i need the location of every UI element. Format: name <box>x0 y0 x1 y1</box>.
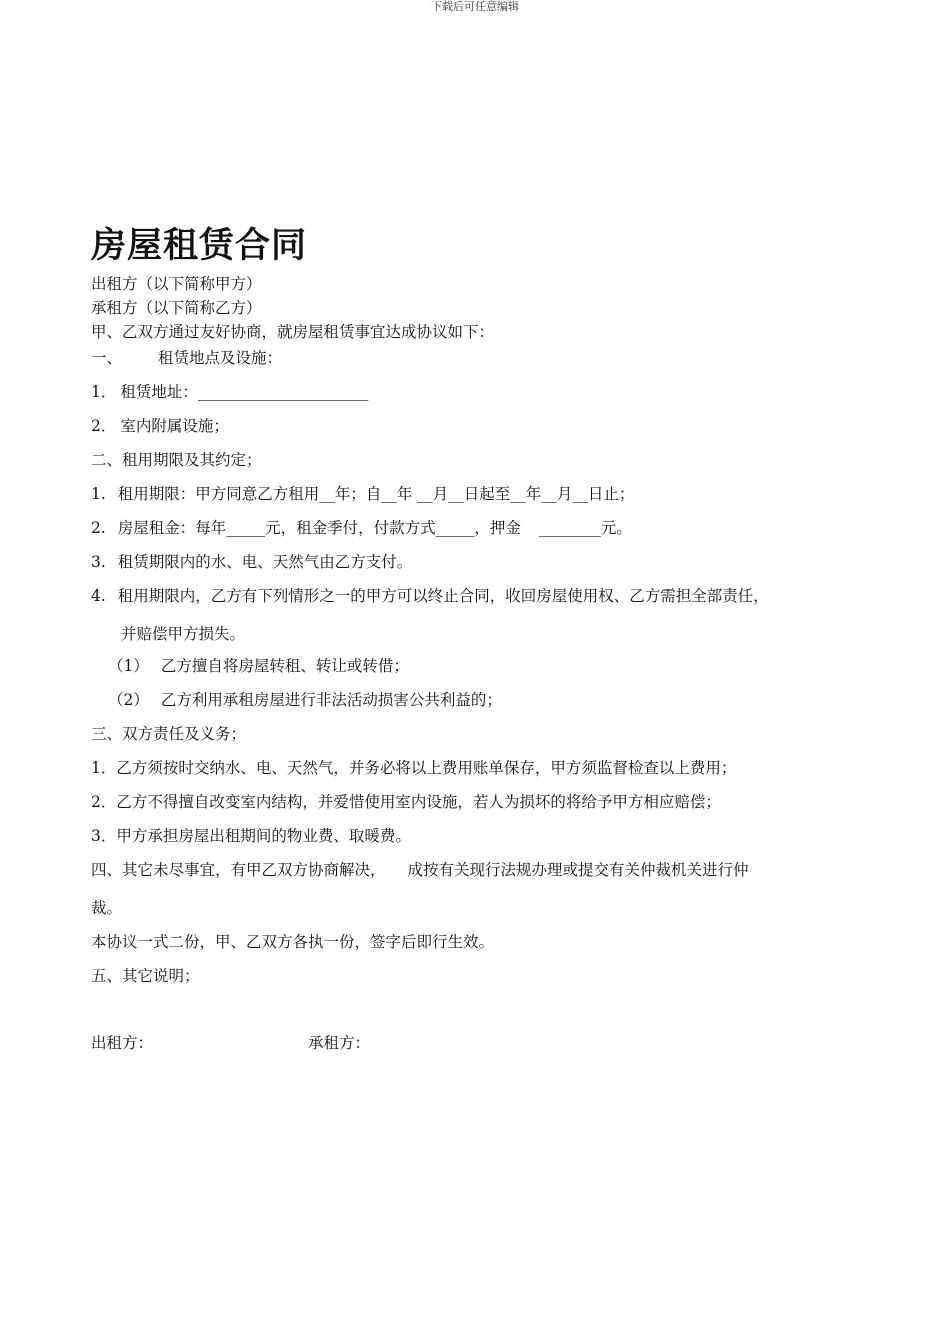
clause-text: 年 <box>525 485 542 503</box>
address-blank: ______________________ <box>197 383 369 401</box>
deposit-blank: ________ <box>538 519 601 537</box>
intro-line: 甲、乙双方通过友好协商，就房屋租赁事宜达成协议如下： <box>91 323 495 341</box>
clause-text: 乙方须按时交纳水、电、天然气，并务必将以上费用账单保存，甲方须监督检查以上费用； <box>116 759 737 777</box>
clause-3-1 <box>91 758 736 778</box>
blank: __ <box>417 485 433 503</box>
clause-2-4-item-2 <box>108 690 502 710</box>
clause-text: 元。 <box>600 519 632 537</box>
blank: __ <box>510 485 526 503</box>
clause-3-3 <box>91 826 411 846</box>
clause-text: 年 <box>396 485 418 503</box>
clause-2-1 <box>91 484 634 504</box>
section-1-number: 一、 <box>91 349 123 367</box>
blank: __ <box>541 485 557 503</box>
clause-text: 乙方不得擅自改变室内结构，并爱惜使用室内设施，若人为损坏的将给予甲方相应赔偿； <box>116 793 721 811</box>
lessee-signature-label: 承租方： <box>308 1034 371 1052</box>
clause-text: 日止； <box>587 485 635 503</box>
blank: __ <box>319 485 335 503</box>
item-text: 乙方利用承租房屋进行非法活动损害公共利益的； <box>160 691 502 709</box>
clause-3-2 <box>91 792 721 812</box>
section-4 <box>91 860 749 880</box>
blank: __ <box>448 485 464 503</box>
clause-text: 年；自 <box>334 485 382 503</box>
clause-1-1 <box>91 382 368 402</box>
clause-number: 1． <box>91 759 117 777</box>
clause-number: 3. <box>91 553 106 571</box>
clause-label: 租赁地址： <box>120 383 198 401</box>
clause-text: 元，租金季付，付款方式 <box>265 519 436 537</box>
clause-2-4-item-1 <box>108 656 409 676</box>
clause-number: 2． <box>91 793 117 811</box>
lessee-line: 承租方（以下简称乙方） <box>91 299 262 317</box>
section-1-title: 租赁地点及设施： <box>158 349 283 367</box>
clause-text: 租用期限内，乙方有下列情形之一的甲方可以终止合同，收回房屋使用权、乙方需担全部责任， <box>117 587 769 605</box>
payment-method-blank: _____ <box>435 519 475 537</box>
clause-text: ，押金 <box>474 519 521 537</box>
clause-2-4 <box>91 586 769 606</box>
clause-text: 租用期限：甲方同意乙方租用 <box>117 485 320 503</box>
lessor-line: 出租方（以下简称甲方） <box>91 275 262 293</box>
clause-number: 3． <box>91 827 117 845</box>
clause-label: 室内附属设施； <box>120 417 229 435</box>
document-title: 房屋租赁合同 <box>91 226 308 266</box>
blank: __ <box>381 485 397 503</box>
item-number: （2） <box>108 691 149 709</box>
blank: __ <box>572 485 588 503</box>
clause-number: 1. <box>91 485 106 503</box>
clause-number: 2． <box>91 417 117 435</box>
section-5-heading: 五、其它说明； <box>91 967 200 985</box>
clause-1-2 <box>91 416 229 436</box>
clause-number: 1． <box>91 383 117 401</box>
lessor-signature-label: 出租方： <box>91 1034 154 1052</box>
copies-line: 本协议一式二份，甲、乙双方各执一份，签字后即行生效。 <box>91 933 495 951</box>
clause-text: 房屋租金：每年 <box>117 519 227 537</box>
clause-text: 日起至 <box>463 485 511 503</box>
section-3-heading: 三、双方责任及义务； <box>91 725 247 743</box>
clause-text: 租赁期限内的水、电、天然气由乙方支付。 <box>117 553 413 571</box>
clause-number: 4. <box>91 587 106 605</box>
item-number: （1） <box>108 657 149 675</box>
clause-text: 月 <box>556 485 573 503</box>
section-4-text: 成按有关现行法规办理或提交有关仲裁机关进行仲 <box>407 861 749 879</box>
section-4-text: 四、其它未尽事宜，有甲乙双方协商解决， <box>91 861 386 879</box>
section-4-continuation: 裁。 <box>91 899 123 917</box>
section-2-heading: 二、租用期限及其约定； <box>91 451 262 469</box>
clause-2-4-continuation: 并赔偿甲方损失。 <box>121 625 246 643</box>
rent-blank: _____ <box>226 519 266 537</box>
page-header: 下载后可任意编辑 <box>431 0 519 13</box>
item-text: 乙方擅自将房屋转租、转让或转借； <box>160 657 409 675</box>
clause-text: 甲方承担房屋出租期间的物业费、取暖费。 <box>116 827 411 845</box>
clause-2-3 <box>91 552 412 572</box>
section-1-heading <box>91 348 282 368</box>
clause-2-2 <box>91 518 632 538</box>
clause-text: 月 <box>432 485 449 503</box>
clause-number: 2. <box>91 519 106 537</box>
